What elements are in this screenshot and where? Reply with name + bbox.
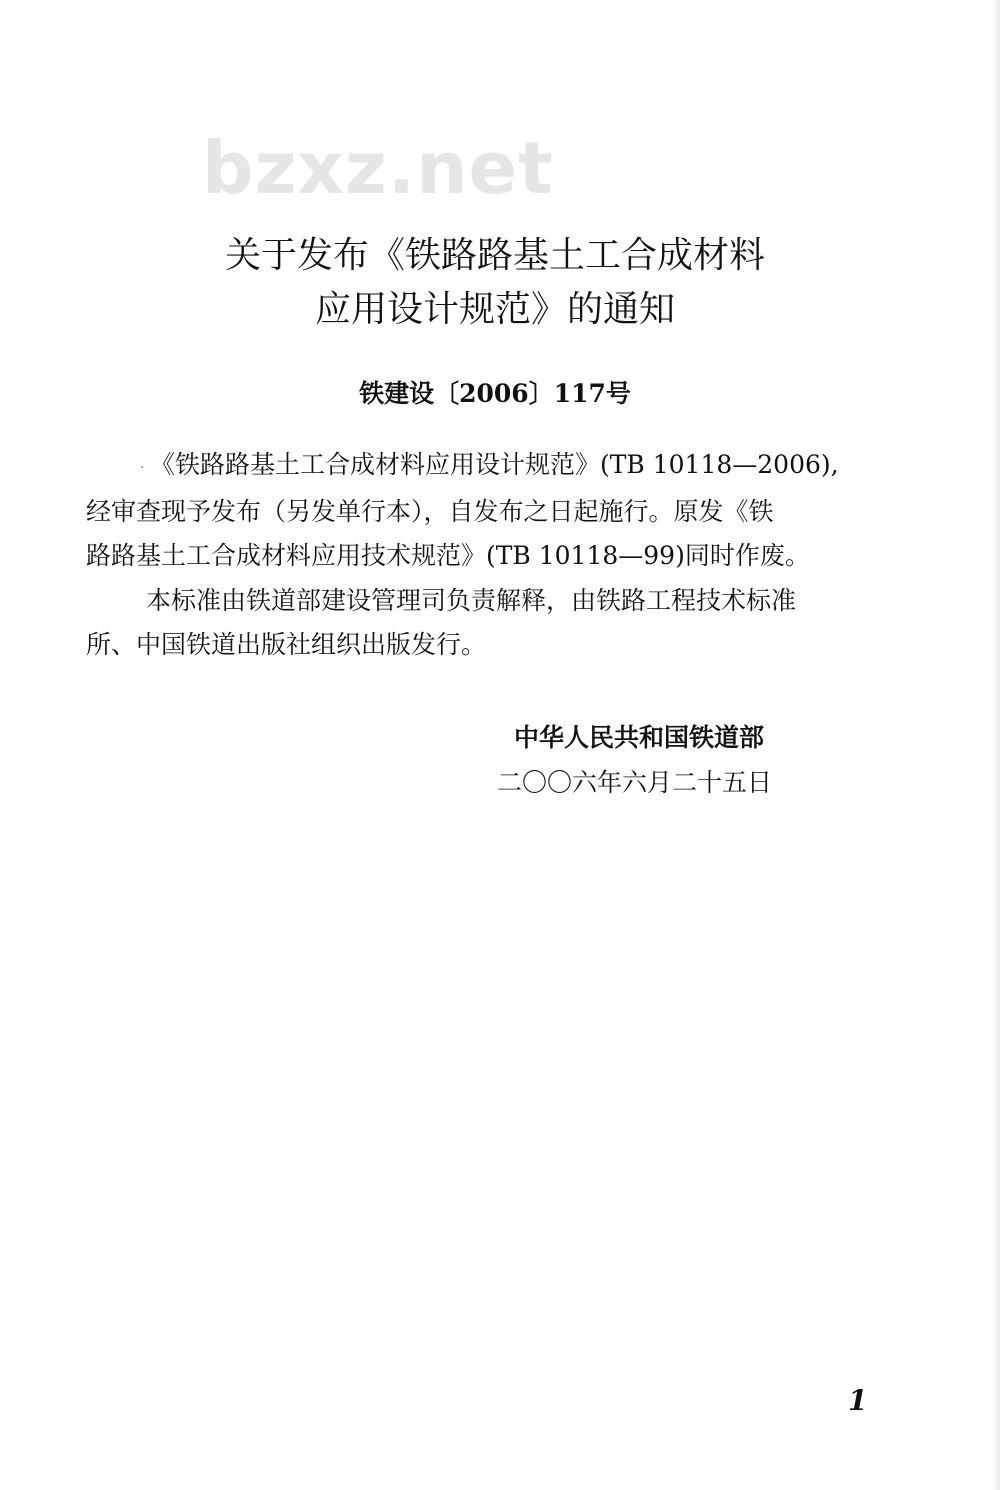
watermark: bzxz.net (202, 126, 554, 210)
paragraph-line: 《铁路路基土工合成材料应用设计规范》(TB 10118—2006), (150, 450, 839, 479)
page-edge-shadow (992, 0, 1000, 1490)
issue-date: 二〇〇六年六月二十五日 (497, 768, 773, 797)
paragraph-line: 路路基土工合成材料应用技术规范》(TB 10118—99)同时作废。 (86, 541, 810, 570)
paragraph-line: 本标准由铁道部建设管理司负责解释，由铁路工程技术标准 (146, 586, 797, 615)
scan-speck: · (140, 460, 145, 476)
paragraph-line: 经审查现予发布（另发单行本），自发布之日起施行。原发《铁 (86, 497, 774, 526)
notice-title-line-1: 关于发布《铁路路基土工合成材料 (224, 235, 765, 276)
document-number: 铁建设〔2006〕117号 (359, 379, 631, 408)
page-number: 1 (848, 1384, 868, 1417)
notice-title-line-2: 应用设计规范》的通知 (314, 289, 675, 330)
issuing-authority: 中华人民共和国铁道部 (514, 723, 765, 752)
paragraph-line: 所、中国铁道出版社组织出版发行。 (86, 630, 487, 659)
